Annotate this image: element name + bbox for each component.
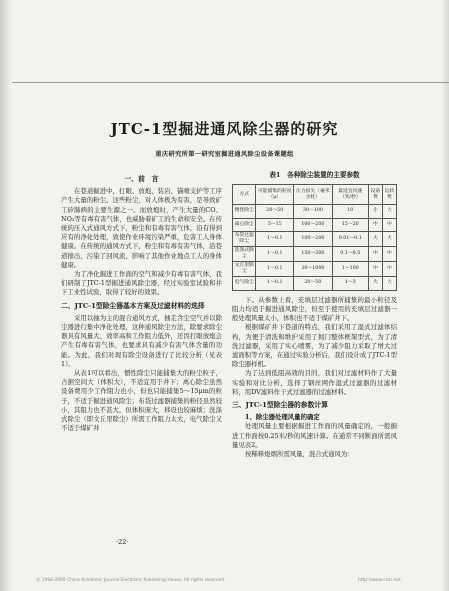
paragraph: 为了达到低阻高效的目的，我们对过滤材料作了大量实验和对比分析，选择了钢丝网作湿式过滤器的过滤材料，用DV滤料作干式过滤器的过滤材料。 [232,369,397,396]
subsection-heading: 1、除尘器处理风量的确定 [245,413,320,422]
paragraph: 处理风量主要根据掘进工作面的风量确定的，一般掘进工作面按0.25米/秒的风速计算。在通常不同断面所需风量见表2。 [232,422,397,449]
table-header-cell: 运转费 [382,185,396,205]
table-row [233,262,397,277]
table-row [233,277,397,291]
table-cell: 1～0.1 [256,262,294,277]
author-affiliation: 重庆研究所第一研究室掘进通风除尘设备课题组 [155,151,294,158]
table-header-cell: 设备费 [368,185,382,205]
right-column [232,171,397,459]
paragraph: 按稀释炮烟所需风量，混合式通风为： [245,449,354,458]
table-cell: 30～1000 [294,262,333,277]
table-cell: 150～300 [294,247,333,262]
table-cell: 中 [382,262,396,277]
parameters-table [232,184,397,291]
table-cell: 大 [382,205,396,219]
table-cell: 电气除尘 [233,277,256,291]
header-rule [12,82,449,83]
table-cell: 1～100 [332,262,368,277]
table-row [233,247,397,262]
table-row [233,205,397,219]
table-cell: 中 [368,247,382,262]
paragraph: 采用以抽为主的混合通风方式，抽走含尘空气并以除尘器进行集中净化处理，这种通风除尘方法，除要求除尘器具有风量大、效率高和工作阻力低外，还因打眼放炮会产生有毒有害气体，也要求具有减少有害气体含量的功能。为此，我们对现有除尘设备进行了比较分析（见表1）。 [61,313,222,368]
paragraph: 根据煤矿井下巷道的特点，我们采用了湿式过滤体结构，为便于清洗和维护采用了拥门整体框架型式，为了清洗过滤器，采用了实心喷雾，为了减少阻力采取了增大过滤面积等方案，在通过实验分析后，我们设计成了JTC-1型除尘器样机。 [232,323,397,369]
table-cell: 1～0.1 [256,277,294,291]
table-cell: 100～200 [294,218,333,232]
table-cell: 20～50 [256,205,294,219]
table-cell: 离心除尘 [233,218,256,232]
table-cell: 中 [382,218,396,232]
paragraph: 从表1可以看出，惯性除尘只能捕集大的粉尘粒子，占据空间大（体积大），不适宜用于井下；离心除尘虽然设备费用少工作阻力也小，但也只能捕集5～15μm的粒子，不适于掘进通风除尘；布袋过滤器捕集的粉径虽然较小，其阻力也不甚大，但体积庞大，移设也较麻烦；洗涤式除尘（即文丘里除尘）所需工作阻力太大，电气除尘又不适于煤矿井 [61,369,222,433]
table-cell: 大 [382,232,396,247]
table-cell: 1～0.1 [256,232,294,247]
table-cell: 1～3 [332,277,368,291]
table-cell: 10 [332,205,368,219]
table-header-row [233,185,397,205]
table-header-cell: 压力损失（毫米水柱） [294,185,333,205]
table-row [233,232,397,247]
table-body [233,205,397,291]
table-header-cell: 方式 [233,185,256,205]
table-cell: 中 [368,218,382,232]
section-heading: 二、JTC-1型除尘器基本方案及过滤材料的选择 [61,301,205,310]
table-cell: 惯性除尘 [233,205,256,219]
table-cell: 中 [368,262,382,277]
page-number: ·22· [116,538,129,546]
table-cell: 100～200 [294,232,333,247]
paragraph: 下。从参数上看，充填层过滤器所捕集的最小粒径及阻力均适于掘进通风除尘，但至于使用的充填层过滤器一般处理风量太小，体积也不适于煤矿井下。 [232,295,397,323]
paragraph: 在巷道掘进中，打眼、放炮、装岩、锚喷支护等工序产生大量的粉尘。这些粉尘，对人体极为有害，是导致矿工矽肺病的主要生源之一。而放炮时，产生大量的CO、NO₂等有毒有害气体，也威胁着矿工的生命和安全。在传统的压入式通风方式下，粉尘和有毒有害气体，沿有得到应有的净化处理，致使作业环境污染严重，危害工人身体健康。在传统的通风方式下，粉尘和有毒有害气体，沿巷道排出，污染了回风流，影响了其他作业地点工人的身体健康。 [61,187,222,269]
left-column [61,171,222,433]
table-header-cell: 最适宜风速（米/秒） [332,185,368,205]
page-shadow-right [441,0,449,591]
table-cell: 大 [382,277,396,291]
footer-copyright: © 1994-2009 China Academic Journal Electronic Publishing House. All rights reserved. [36,578,226,583]
article-title: JTC-1型掘进通风除尘器的研究 [110,120,339,138]
table-cell: 洗涤式除尘 [233,247,256,262]
table-cell: 大 [368,277,382,291]
section-heading: 一、前 言 [124,175,159,183]
page-shadow-left [0,0,12,591]
paragraph: 为了净化掘进工作面的空气和减少有毒有害气体，我们研制了JTC-1型掘进通风除尘器，经过实验室试验和井下工业性试验，取得了较好的效果。 [61,270,222,297]
section-heading: 三、JTC-1型除尘器的参数计算 [232,400,328,409]
table-cell: 文丘里除尘 [233,262,256,277]
table-cell: 15～20 [332,218,368,232]
table-row [233,218,397,232]
table-cell: 布袋过滤除尘 [233,232,256,247]
table-cell: 小 [368,205,382,219]
table-cell: 5～15 [256,218,294,232]
table-cell: 30～100 [294,205,333,219]
table-cell: 20～50 [294,277,333,291]
table-header-cell: 可能捕集的粒度（μ） [256,185,294,205]
table-cell: 0.01～0.1 [332,232,368,247]
table-cell: 0.1～0.5 [332,247,368,262]
table-cell: 大 [368,232,382,247]
table-cell: 1～0.1 [256,247,294,262]
table-cell: 中 [382,247,396,262]
footer-url[interactable]: http://www.cnki.net [358,578,401,583]
table-caption: 表1 各种除尘装置的主要参数 [269,171,360,179]
right-column-text [232,296,397,459]
